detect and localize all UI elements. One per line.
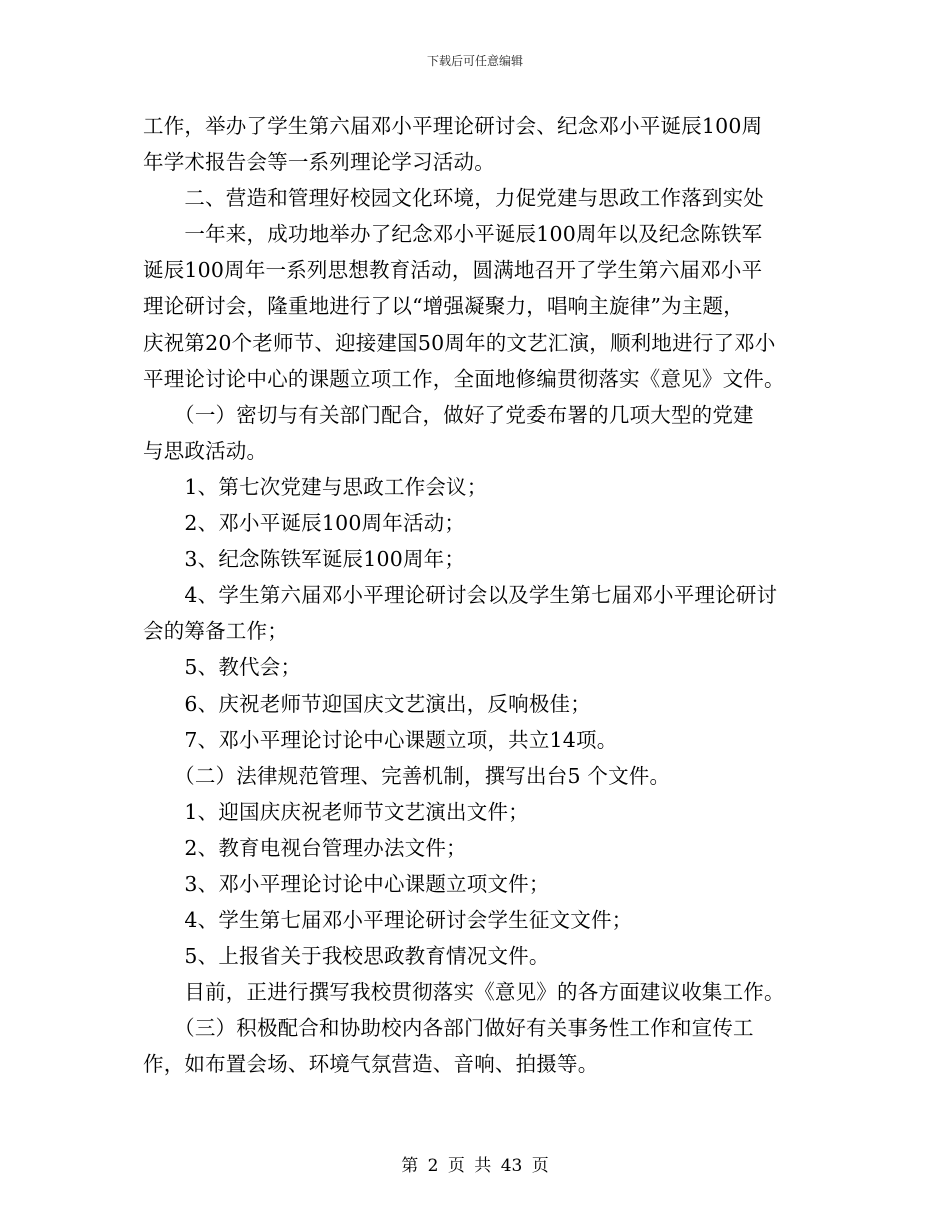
list-item: 2、邓小平诞辰100周年活动； <box>143 511 466 536</box>
text-line: 工作，举办了学生第六届邓小平理论研讨会、纪念邓小平诞辰100周 <box>143 114 763 138</box>
document-body <box>143 108 813 1083</box>
text-line: 理论研讨会，隆重地进行了以“增强凝聚力，唱响主旋律”为主题， <box>143 294 744 319</box>
list-item: 4、学生第六届邓小平理论研讨会以及学生第七届邓小平理论研讨 <box>143 583 778 608</box>
list-item: 5、上报省关于我校思政教育情况文件。 <box>143 944 550 969</box>
text-line: 与思政活动。 <box>143 438 268 463</box>
text-line: 一年来，成功地举办了纪念邓小平诞辰100周年以及纪念陈铁军 <box>143 222 763 247</box>
list-item: 5、教代会； <box>143 655 302 680</box>
list-item: 1、第七次党建与思政工作会议； <box>143 474 488 499</box>
text-line: 诞辰100周年一系列思想教育活动，圆满地召开了学生第六届邓小平 <box>143 258 763 283</box>
list-item: 7、邓小平理论讨论中心课题立项，共立14项。 <box>143 727 618 752</box>
text-line: 目前，正进行撰写我校贯彻落实《意见》的各方面建议收集工作。 <box>143 980 785 1005</box>
page-header: 下载后可任意编辑 <box>426 54 523 68</box>
subsection-heading: （三）积极配合和协助校内各部门做好有关事务性工作和宣传工 <box>143 1016 754 1041</box>
list-item: 3、邓小平理论讨论中心课题立项文件； <box>143 871 550 896</box>
text-line: 平理论讨论中心的课题立项工作，全面地修编贯彻落实《意见》文件。 <box>143 366 785 391</box>
text-line: 会的筹备工作； <box>143 619 288 644</box>
text-line: 庆祝第20个老师节、迎接建国50周年的文艺汇演，顺利地进行了邓小 <box>143 330 776 355</box>
list-item: 4、学生第七届邓小平理论研讨会学生征文文件； <box>143 908 633 933</box>
section-heading: 二、营造和管理好校园文化环境，力促党建与思政工作落到实处 <box>143 186 764 211</box>
text-line: 作，如布置会场、环境气氛营造、音响、拍摄等。 <box>143 1052 599 1077</box>
page-number-footer: 第 2 页 共 43 页 <box>401 1156 549 1176</box>
list-item: 3、纪念陈铁军诞辰100周年； <box>143 547 466 572</box>
subsection-heading: （一）密切与有关部门配合，做好了党委布署的几项大型的党建 <box>143 402 754 427</box>
list-item: 2、教育电视台管理办法文件； <box>143 835 467 860</box>
subsection-heading: （二）法律规范管理、完善机制，撰写出台5 个文件。 <box>143 763 671 788</box>
list-item: 6、庆祝老师节迎国庆文艺演出，反响极佳； <box>143 691 591 716</box>
text-line: 年学术报告会等一系列理论学习活动。 <box>143 150 495 175</box>
list-item: 1、迎国庆庆祝老师节文艺演出文件； <box>143 799 529 824</box>
